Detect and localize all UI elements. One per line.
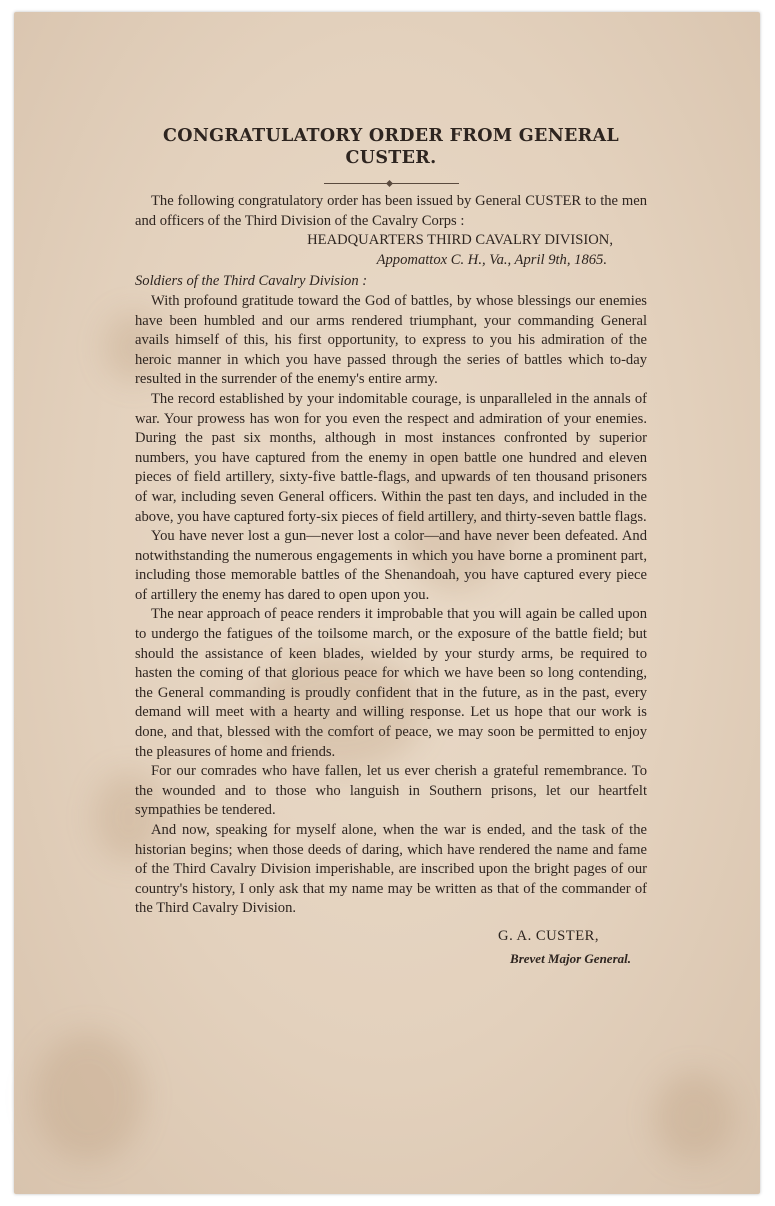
body-paragraph: The record established by your indomitable courage, is unparalleled in the annals of war. Your prowess has won for you even the respect and admiration of your enemies. During the past six months, although in most instances confronted by superior numbers, you have captured from the enemy in open battle one hundred and eleven pieces of field artillery, sixty-five battle-flags, and upwards of ten thousand prisoners of war, including seven General officers. Within the past ten days, and included in the above, you have captured forty-six pieces of field artillery, and thirty-seven battle flags.: [135, 390, 647, 525]
body-paragraph: With profound gratitude toward the God of battles, by whose blessings our enemies have been humbled and our arms rendered triumphant, your commanding General avails himself of this, his first opportunity, to express to you his admiration of the heroic manner in which you have passed through the series of battles which to-day resulted in the surrender of the enemy's entire army.: [135, 292, 647, 388]
place-date-line: Appomattox C. H., Va., April 9th, 1865.: [376, 251, 607, 268]
document-body: [135, 108, 647, 968]
body-paragraph: The near approach of peace renders it improbable that you will again be called upon to undergo the fatigues of the toilsome march, or the exposure of the battle field; but should the assistance of keen blades, wielded by your sturdy arms, be required to hasten the coming of that glorious peace for which we have been so long contending, the General commanding is proudly confident that in the future, as in the past, every demand will meet with a hearty and willing response. Let us hope that our work is done, and that, blessed with the comfort of peace, we may soon be permitted to enjoy the pleasures of home and friends.: [135, 606, 647, 760]
document-title: [135, 125, 647, 169]
title-line-1: CONGRATULATORY ORDER FROM GENERAL: [163, 126, 619, 146]
title-line-2: CUSTER.: [345, 148, 437, 168]
signature-rank: Brevet Major General.: [510, 950, 631, 966]
signature: G. A. CUSTER,: [498, 927, 599, 944]
headquarters-line: HEADQUARTERS THIRD CAVALRY DIVISION,: [307, 232, 613, 249]
salutation: Soldiers of the Third Cavalry Division :: [135, 273, 368, 290]
ornamental-rule: [324, 183, 459, 184]
body-paragraph: For our comrades who have fallen, let us ever cherish a grateful remembrance. To the wounded and to those who languish in Southern prisons, let our heartfelt sympathies be tendered.: [135, 763, 647, 819]
body-paragraph: And now, speaking for myself alone, when the war is ended, and the task of the historian begins; when those deeds of daring, which have rendered the name and fame of the Third Cavalry Division imperishable, are inscribed upon the bright pages of our country's history, I only ask that my name may be written as that of the commander of the Third Cavalry Division.: [135, 822, 647, 917]
paper-stain: [654, 1072, 734, 1162]
body-paragraph: You have never lost a gun—never lost a color—and have never been defeated. And notwithstanding the numerous engagements in which you have borne a prominent part, including those memorable battles of the Shenandoah, you have captured every piece of artillery the enemy has dared to open upon you.: [135, 528, 647, 603]
paper-stain: [34, 1032, 144, 1162]
intro-paragraph: The following congratulatory order has been issued by General CUSTER to the men and officers of the Third Division of the Cavalry Corps :: [135, 193, 647, 229]
